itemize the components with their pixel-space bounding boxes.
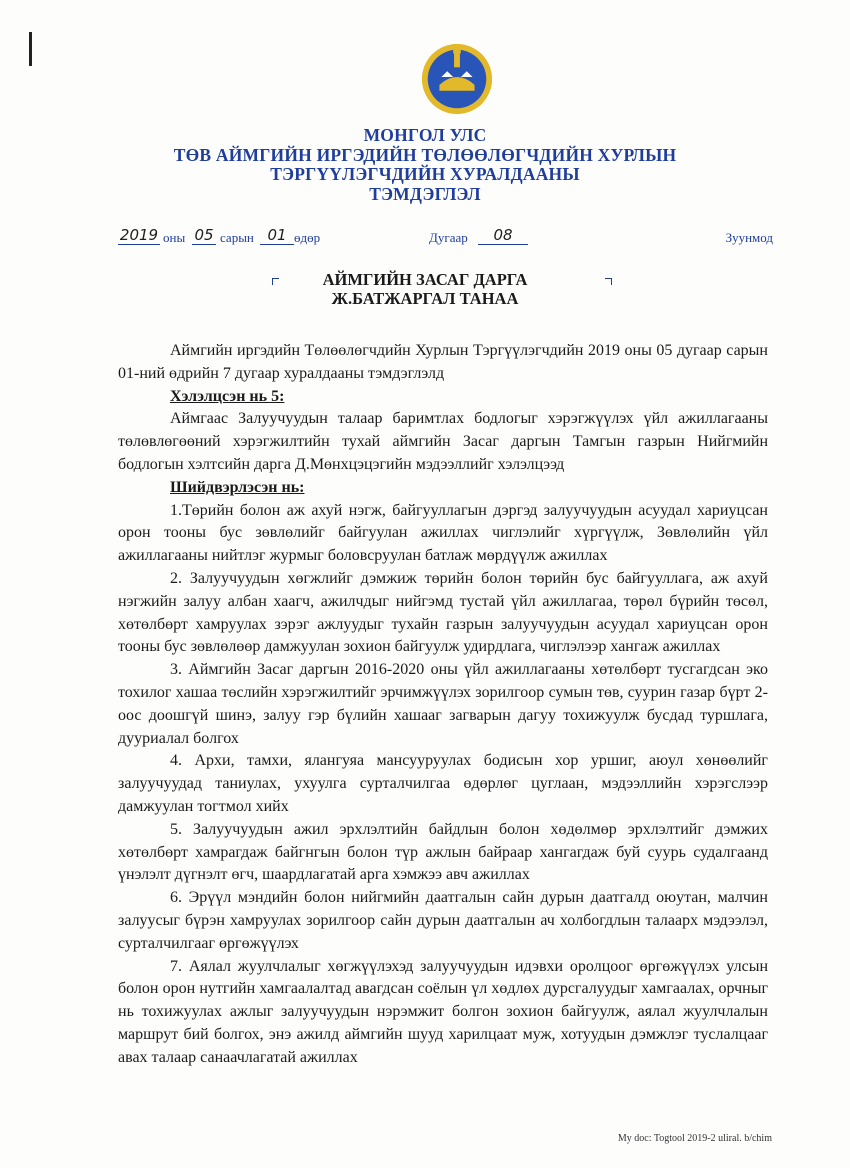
decision-item: 6. Эрүүл мэндийн болон нийгмийн даатгалын сайн дурын даатгалд оюутан, малчин залуусыг бүрэн хамруулах зорилгоор сайн дурын даатгалын ач холбогдлын талаарх мэдээлэл, сурталчилгааг өргөжүүлэх (118, 889, 768, 952)
addressee-name: Ж.БАТЖАРГАЛ ТАНАА (331, 289, 519, 308)
header-country: МОНГОЛ УЛС (363, 125, 487, 145)
footer-doc-path: My doc: Togtool 2019-2 uliral. b/chim (617, 1133, 772, 1144)
margin-mark (29, 32, 32, 66)
number-label: Дугаар (429, 230, 468, 245)
addressee-title: АЙМГИЙН ЗАСАГ ДАРГА (322, 270, 528, 289)
decision-item: 4. Архи, тамхи, ялангуяа мансууруулах бодисын хор уршиг, аюул хөнөөлийг залуучуудад таниулах, ухуулга сурталчилгаа өдөрлөг цуглаан, мэдээллийн хэрэгслээр дамжуулан тогтмол хийх (118, 752, 768, 815)
date-number-row (118, 226, 773, 250)
decision-item: 7. Аялал жуулчлалыг хөгжүүлэхэд залуучуудын идэвхи оролцоог өргөжүүлэх улсын болон орон нутгийн хамгаалалтад авагдсан соёлын үл хөдлөх дурсгалуудыг хамгаалах, орчныг нь тохижуулах ажлыг залуучуудын нэрэмжит болгон зохион байгуулж, аялал жуулчлалын маршрут бий болгох, энэ ажилд аймгийн шууд харилцаат муж, хотуудын дэмжлэг туслалцааг авах талаар санаачлагатай ажиллах (118, 957, 768, 1066)
date-month-label: сарын (220, 230, 254, 245)
state-emblem-icon (418, 40, 496, 118)
discussed-heading: Хэлэлцсэн нь 5: (170, 387, 285, 405)
date-year: 2019 (119, 226, 159, 244)
document-header (0, 126, 850, 204)
decision-item: 5. Залуучуудын ажил эрхлэлтийн байдлын болон хөдөлмөр эрхлэлтийг дэмжих хөтөлбөрт хамрагдаж байгнгын болон түр ажлын байраар хангагдаж буй суурь судалгаанд үнэлэлт дүгнэлт өгч, шаардлагатай арга хэмжээ авч ажиллах (118, 820, 768, 884)
addressee (0, 270, 850, 308)
document-body (118, 340, 768, 1070)
date-day: 01 (260, 226, 294, 245)
date-day-label: өдөр (294, 230, 321, 245)
intro-paragraph: Аймгийн иргэдийн Төлөөлөгчдийн Хурлын Тэргүүлэгчдийн 2019 оны 05 дугаар сарын 01-ний өдрийн 7 дугаар хуралдааны тэмдэглэлд (118, 342, 768, 382)
header-organization: ТӨВ АЙМГИЙН ИРГЭДИЙН ТӨЛӨӨЛӨГЧДИЙН ХУРЛЫН (173, 144, 677, 165)
date-year-label: оны (163, 230, 186, 245)
discussed-paragraph: Аймгаас Залуучуудын талаар баримтлах бодлогыг хэрэгжүүлэх үйл ажиллагааны төлөвлөгөөний хэрэгжилтийн тухай аймгийн Засаг даргын Тамгын газрын Нийгмийн бодлогын хэлтсийн дарга Д.Мөнхцэцэгийн мэдээллийг хэлэлцээд (118, 410, 768, 473)
decision-item: 2. Залуучуудын хөгжлийг дэмжиж төрийн болон төрийн бус байгууллага, аж ахуй нэгжийн залуу албан хаагч, ажилчдыг нийгэмд тустай үйл ажиллагаа, төрөл бүрийн төсөл, хөтөлбөрт хамруулах зэрэг ажлуудыг тухайн газрын залуучуудын асуудал хариуцсан орон тооны бус зөвлөлөөр дамжуулан зохион байгуулж удирдлага, чиглэлээр хангаж ажиллах (118, 569, 768, 656)
place-name: Зуунмод (725, 230, 773, 245)
header-body: ТЭРГҮҮЛЭГЧДИЙН ХУРАЛДААНЫ (270, 164, 580, 184)
date-month: 05 (192, 226, 216, 245)
document-number: 08 (478, 226, 528, 245)
decided-heading: Шийдвэрлэсэн нь: (170, 478, 305, 496)
header-doc-type: ТЭМДЭГЛЭЛ (369, 183, 481, 204)
decision-item: 3. Аймгийн Засаг даргын 2016-2020 оны үйл ажиллагааны хөтөлбөрт тусгагдсан эко тохилог хашаа төслийн хэрэгжилтийг эрчимжүүлэх зорилгоор сумын төв, суурин газар бүрт 2-оос доошгүй шинэ, залуу гэр бүлийн хашааг загварын дагуу тохижуулж бусдад туршлага, дууриалал болгох (118, 661, 768, 747)
decision-item: 1.Төрийн болон аж ахуй нэгж, байгууллагын дэргэд залуучуудын асуудал хариуцсан орон тооны бус зөвлөлийг байгуулан ажиллах чиглэлийг хүргүүлж, Зөвлөлийн үйл ажиллагааны нийтлэг журмыг боловсруулан батлаж мөрдүүлж ажиллах (118, 501, 768, 565)
